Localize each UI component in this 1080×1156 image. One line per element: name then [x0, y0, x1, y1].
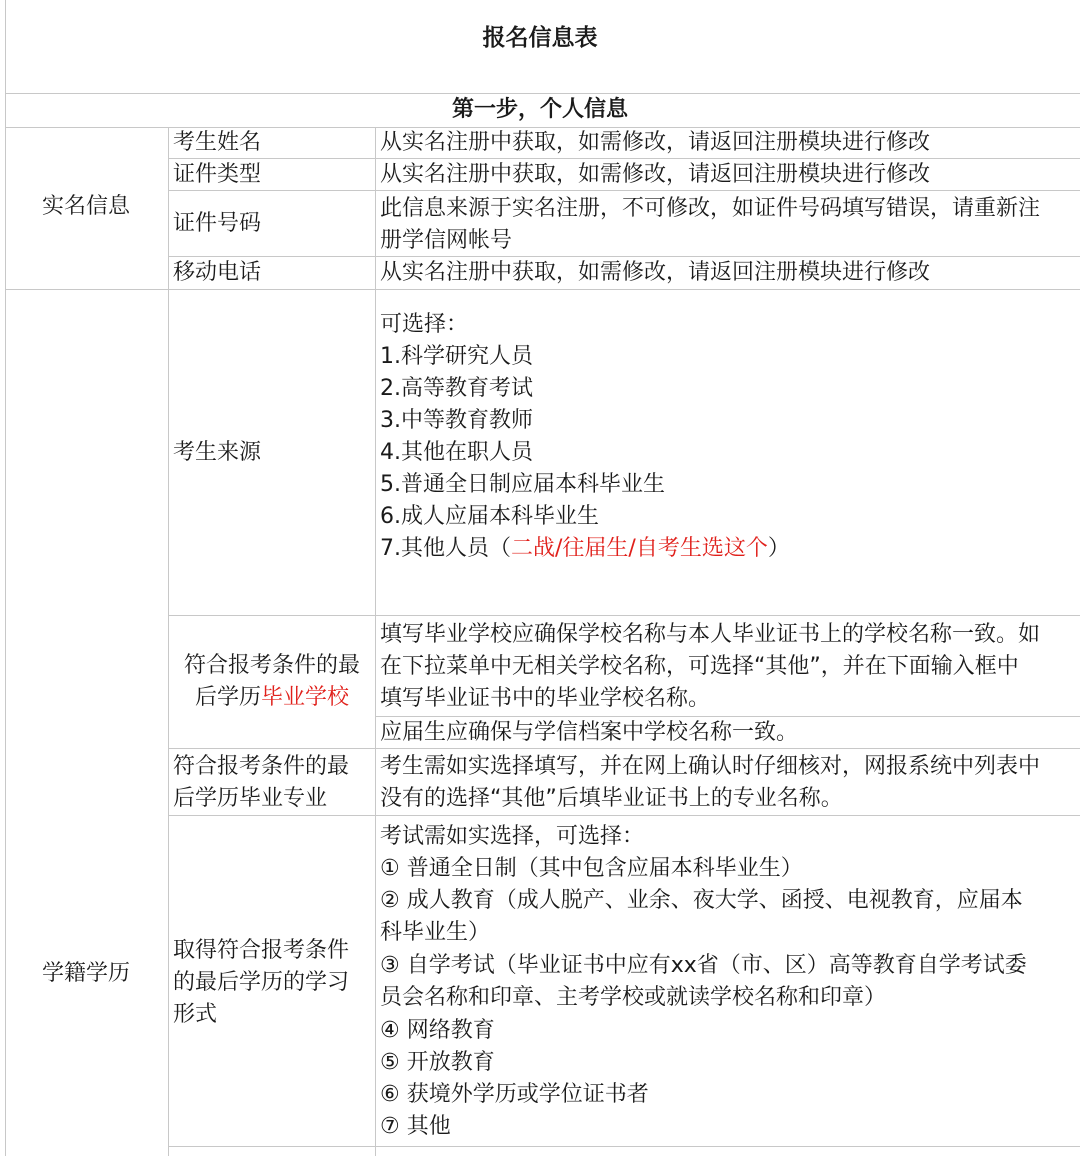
grid-line — [5, 289, 1080, 290]
field-source-label: 考生来源 — [173, 440, 262, 465]
source-option-7-highlight: 二战/往届生/自考生选这个 — [511, 536, 768, 561]
field-form-label-line1: 取得符合报考条件 — [173, 938, 350, 963]
form-desc-line: ⑦ 其他 — [380, 1114, 451, 1139]
source-option-7-suffix: ） — [767, 536, 790, 561]
form-desc-line: ⑤ 开放教育 — [380, 1050, 495, 1075]
source-intro: 可选择： — [380, 312, 469, 337]
school-desc-line: 在下拉菜单中无相关学校名称，可选择“其他”，并在下面输入框中 — [380, 654, 1019, 679]
field-school-label-highlight: 毕业学校 — [261, 685, 350, 710]
field-school-label-prefix: 后学历 — [194, 685, 261, 710]
source-option-7 — [380, 533, 1076, 565]
school-desc-line: 填写毕业证书中的毕业学校名称。 — [380, 686, 711, 711]
source-option: 5.普通全日制应届本科毕业生 — [380, 472, 665, 497]
school-desc-fresh: 应届生应确保与学信档案中学校名称一致。 — [380, 720, 799, 745]
category-education: 学籍学历 — [41, 961, 130, 986]
field-school-label-line2 — [173, 682, 371, 714]
grid-line — [375, 128, 376, 1156]
school-desc-line: 填写毕业学校应确保学校名称与本人毕业证书上的学校名称一致。如 — [380, 622, 1041, 647]
source-option: 3.中等教育教师 — [380, 408, 533, 433]
form-desc-line: 科毕业生） — [380, 920, 491, 945]
form-desc-line: ⑥ 获境外学历或学位证书者 — [380, 1082, 649, 1107]
source-option: 1.科学研究人员 — [380, 344, 533, 369]
field-name-label: 考生姓名 — [173, 130, 262, 155]
step-title: 第一步，个人信息 — [451, 97, 628, 122]
field-phone-label: 移动电话 — [173, 260, 262, 285]
field-major-label-line2: 后学历毕业专业 — [173, 786, 328, 811]
form-desc-line: ① 普通全日制（其中包含应届本科毕业生） — [380, 856, 803, 881]
form-desc-line: 员会名称和印章、主考学校或就读学校名称和印章） — [380, 985, 887, 1010]
category-realname: 实名信息 — [41, 194, 130, 219]
source-option: 2.高等教育考试 — [380, 376, 533, 401]
grid-line — [168, 128, 169, 1156]
sheet-title: 报名信息表 — [482, 25, 598, 51]
grid-line — [168, 815, 1080, 816]
field-idnumber-desc-line2: 册学信网帐号 — [380, 228, 513, 253]
field-form-label-line3: 形式 — [173, 1002, 218, 1027]
major-desc-line: 没有的选择“其他”后填毕业证书上的专业名称。 — [380, 786, 843, 811]
grid-line — [168, 1146, 1080, 1147]
field-name-desc: 从实名注册中获取，如需修改，请返回注册模块进行修改 — [380, 130, 931, 155]
major-desc-line: 考生需如实选择填写，并在网上确认时仔细核对，网报系统中列表中 — [380, 754, 1041, 779]
field-form-label-line2: 的最后学历的学习 — [173, 970, 350, 995]
field-idtype-label: 证件类型 — [173, 162, 262, 187]
form-desc-line: ④ 网络教育 — [380, 1018, 495, 1043]
source-option-7-prefix: 7.其他人员（ — [380, 536, 511, 561]
field-idtype-desc: 从实名注册中获取，如需修改，请返回注册模块进行修改 — [380, 162, 931, 187]
field-idnumber-desc-line1: 此信息来源于实名注册，不可修改，如证件号码填写错误，请重新注 — [380, 196, 1041, 221]
grid-line — [168, 615, 1080, 616]
field-major-label-line1: 符合报考条件的最 — [173, 754, 350, 779]
form-desc-line: 考试需如实选择，可选择： — [380, 824, 645, 849]
form-desc-line: ② 成人教育（成人脱产、业余、夜大学、函授、电视教育，应届本 — [380, 888, 1023, 913]
field-school-label-line1: 符合报考条件的最 — [183, 653, 360, 678]
form-desc-line: ③ 自学考试（毕业证书中应有xx省（市、区）高等教育自学考试委 — [380, 953, 1027, 978]
field-idnumber-label: 证件号码 — [173, 211, 262, 236]
source-option: 4.其他在职人员 — [380, 440, 533, 465]
source-option: 6.成人应届本科毕业生 — [380, 504, 599, 529]
field-phone-desc: 从实名注册中获取，如需修改，请返回注册模块进行修改 — [380, 260, 931, 285]
